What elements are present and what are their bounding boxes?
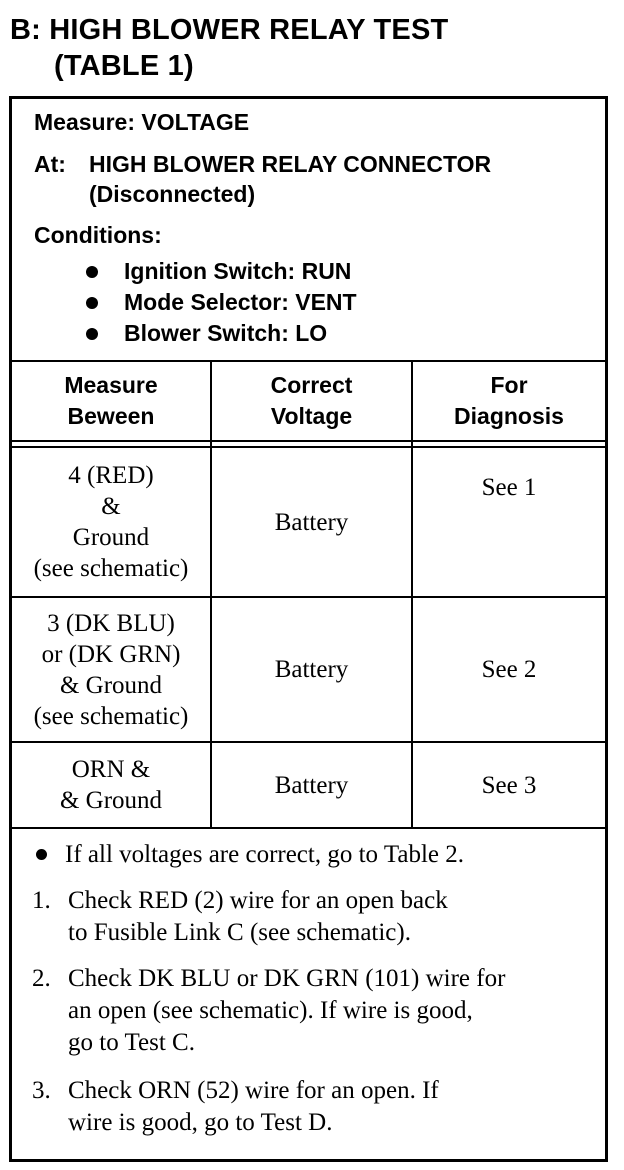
condition-item: Blower Switch: LO xyxy=(86,320,327,347)
note-item-3: 3. Check ORN (52) wire for an open. If wire is good, go to Test D. xyxy=(32,1077,439,1136)
measure-label: Measure: VOLTAGE xyxy=(34,109,250,135)
bullet-dot xyxy=(36,849,47,860)
test-conditions-header xyxy=(12,99,605,364)
table-row-2-measure: 3 (DK BLU) or (DK GRN) & Ground (see schematic) xyxy=(33,609,189,730)
table-row-2-diagnosis: See 2 xyxy=(481,656,537,683)
condition-item: Ignition Switch: RUN xyxy=(86,258,351,285)
column-header-measure-between: Measure Beween xyxy=(64,372,158,429)
table-row-3-voltage: Battery xyxy=(274,771,349,799)
at-location-line-1: HIGH BLOWER RELAY CONNECTOR xyxy=(89,151,492,177)
column-header-for-diagnosis: For Diagnosis xyxy=(454,372,564,429)
at-label: At: xyxy=(34,151,66,177)
table-row-3-measure: ORN & & Ground xyxy=(59,756,163,814)
diagnosis-notes xyxy=(12,829,605,1159)
test-table-box xyxy=(9,96,608,1162)
condition-item: Mode Selector: VENT xyxy=(86,289,357,316)
page-title xyxy=(10,12,448,84)
table-row-1-measure: 4 (RED) & Ground (see schematic) xyxy=(33,462,189,582)
table-row-3-diagnosis: See 3 xyxy=(481,771,537,799)
table-row-1-diagnosis: See 1 xyxy=(481,473,537,501)
divider xyxy=(12,440,605,442)
table-row-2-voltage: Battery xyxy=(274,656,349,683)
at-location-line-2: (Disconnected) xyxy=(89,181,256,207)
notes-bullet: If all voltages are correct, go to Table 2. xyxy=(32,839,464,871)
conditions-label: Conditions: xyxy=(34,222,162,248)
title-line-2: (TABLE 1) xyxy=(54,50,194,82)
note-item-2: 2. Check DK BLU or DK GRN (101) wire for an open (see schematic). If wire is good, go to Test C. xyxy=(32,965,506,1056)
column-header-correct-voltage: Correct Voltage xyxy=(270,372,353,429)
title-line-1: B: HIGH BLOWER RELAY TEST xyxy=(10,14,449,46)
table-row-1-voltage: Battery xyxy=(274,508,349,536)
note-item-1: 1. Check RED (2) wire for an open back to Fusible Link C (see schematic). xyxy=(32,887,448,946)
